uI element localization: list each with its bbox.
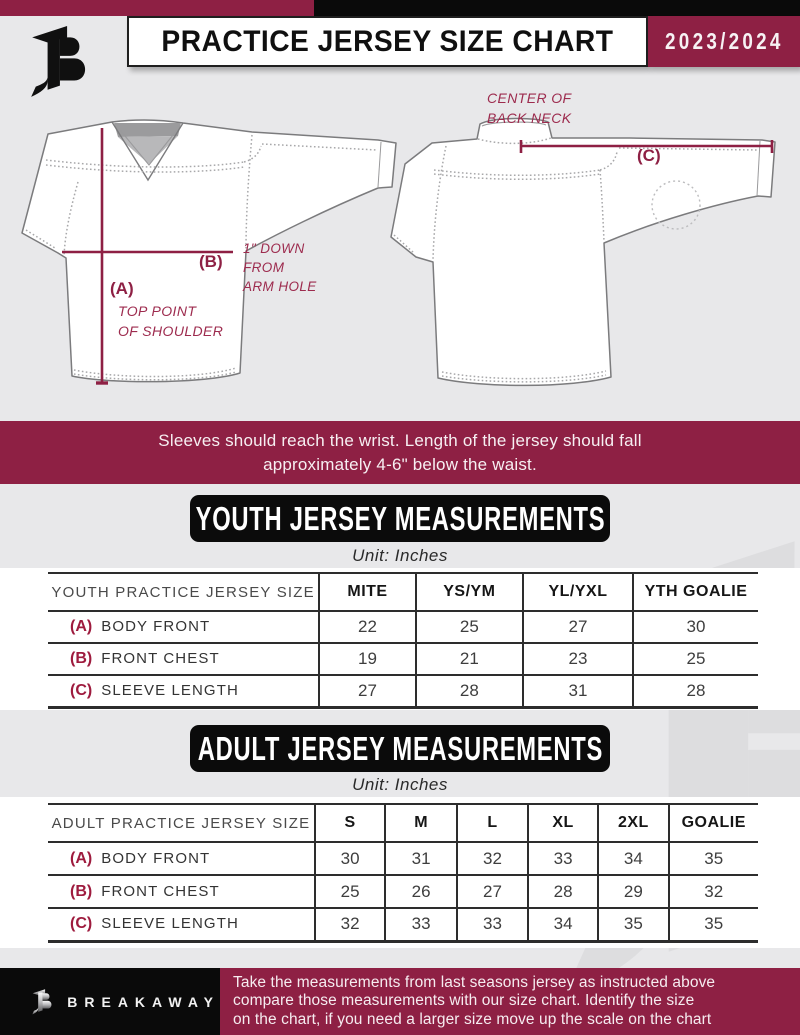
measurement-row: [48, 875, 758, 908]
measurement-name: BODY FRONT: [101, 618, 211, 635]
measurement-row: [48, 842, 758, 875]
measurement-value-cell: 23: [523, 643, 633, 675]
footer-brand-logo: [32, 984, 55, 1020]
measurement-name: FRONT CHEST: [101, 650, 220, 667]
measurement-value-cell: 31: [523, 675, 633, 707]
adult-size-table: [48, 803, 758, 943]
measurement-label-cell: [48, 842, 315, 875]
measurement-value-cell: 33: [457, 908, 528, 941]
youth-unit-label: Unit: Inches: [352, 546, 448, 565]
measurement-name: SLEEVE LENGTH: [101, 681, 239, 699]
text-line: Take the measurements from last seasons jersey as instructed above: [233, 973, 716, 991]
text-line: ARM HOLE: [243, 279, 317, 294]
measurement-row: [48, 675, 758, 707]
measurement-value-cell: 28: [633, 675, 758, 707]
table-title-cell: YOUTH PRACTICE JERSEY SIZE: [51, 583, 315, 601]
measurement-value-cell: 25: [315, 875, 385, 908]
size-column-header: MITE: [319, 573, 416, 611]
adult-unit-label: Unit: Inches: [352, 775, 448, 794]
measurement-value-cell: 28: [416, 675, 523, 707]
measurement-key: (B): [70, 882, 93, 900]
text-line: approximately 4-6" below the waist.: [263, 454, 537, 474]
measurement-value-cell: 35: [669, 908, 758, 941]
size-column-header: M: [385, 804, 457, 842]
measurement-value-cell: 33: [528, 842, 598, 875]
title-box: [127, 16, 648, 67]
text-line: FROM: [243, 260, 285, 275]
measurement-value-cell: 22: [319, 611, 416, 643]
adult-section-banner: [190, 725, 610, 772]
measurement-value-cell: 26: [385, 875, 457, 908]
table-title-cell: ADULT PRACTICE JERSEY SIZE: [51, 814, 311, 832]
text-line: 1" DOWN: [243, 241, 305, 256]
size-column-header: GOALIE: [669, 804, 758, 842]
measurement-value-cell: 34: [528, 908, 598, 941]
text-line: OF SHOULDER: [118, 323, 224, 339]
measurement-key: (C): [70, 681, 93, 699]
youth-section-banner: [190, 495, 610, 542]
text-line: compare those measurements with our size chart. Identify the size: [233, 992, 695, 1010]
measure-a-caption: [118, 301, 223, 341]
measurement-row: [48, 643, 758, 675]
size-column-header: S: [315, 804, 385, 842]
measurement-value-cell: 27: [319, 675, 416, 707]
size-column-header: YTH GOALIE: [633, 573, 758, 611]
measurement-label-cell: [48, 908, 315, 941]
footer-brand-block: [0, 968, 220, 1035]
footer-instructions: [220, 968, 800, 1035]
brand-name: BREAKAWAY: [67, 993, 220, 1010]
size-column-header: L: [457, 804, 528, 842]
measurement-name: SLEEVE LENGTH: [101, 915, 239, 933]
measurement-label-cell: [48, 675, 319, 707]
text-line: Sleeves should reach the wrist. Length of the jersey should fall: [158, 431, 642, 450]
size-column-header: YL/YXL: [523, 573, 633, 611]
measurement-value-cell: 35: [598, 908, 668, 941]
measurement-value-cell: 27: [457, 875, 528, 908]
text-line: CENTER OF: [487, 90, 572, 106]
text-line: BACK NECK: [487, 110, 572, 126]
measurement-value-cell: 33: [385, 908, 457, 941]
youth-banner-label: YOUTH JERSEY MEASUREMENTS: [195, 499, 605, 537]
jersey-diagrams: [0, 90, 800, 421]
measurement-value-cell: 32: [669, 875, 758, 908]
top-accent-strip: [0, 0, 800, 16]
measure-b-marker: (B): [199, 252, 223, 271]
measurement-row: [48, 908, 758, 941]
footer: [0, 968, 800, 1035]
measurement-value-cell: 31: [385, 842, 457, 875]
measurement-name: FRONT CHEST: [101, 882, 220, 900]
table-header-row: [48, 804, 758, 842]
measurement-value-cell: 29: [598, 875, 668, 908]
top-strip-black-segment: [314, 0, 800, 16]
season-label: 2023/2024: [664, 28, 784, 54]
measurement-value-cell: 25: [416, 611, 523, 643]
measurement-value-cell: 19: [319, 643, 416, 675]
measurement-key: (A): [70, 618, 93, 635]
measurement-value-cell: 21: [416, 643, 523, 675]
youth-size-table: [48, 572, 758, 709]
measurement-name: BODY FRONT: [101, 849, 211, 867]
text-line: on the chart, if you need a larger size move up the scale on the chart: [233, 1010, 712, 1028]
size-column-header: 2XL: [598, 804, 668, 842]
measure-a-marker: (A): [110, 279, 134, 298]
measurement-value-cell: 35: [669, 842, 758, 875]
measurement-value-cell: 27: [523, 611, 633, 643]
measure-b-caption: [243, 239, 317, 296]
brand-logo: [30, 24, 96, 100]
page-title: PRACTICE JERSEY SIZE CHART: [161, 24, 614, 58]
fit-notice-banner: [0, 421, 800, 484]
season-badge: [648, 16, 800, 67]
measurement-label-cell: [48, 643, 319, 675]
measurement-label-cell: [48, 875, 315, 908]
measure-c-caption: [487, 88, 572, 128]
measurement-value-cell: 30: [633, 611, 758, 643]
measurement-key: (C): [70, 915, 93, 933]
text-line: TOP POINT: [118, 303, 197, 319]
measure-c-marker: (C): [637, 146, 661, 165]
measurement-value-cell: 30: [315, 842, 385, 875]
back-jersey-drawing: [391, 118, 775, 385]
size-column-header: XL: [528, 804, 598, 842]
top-strip-maroon-segment: [0, 0, 314, 16]
measurement-value-cell: 25: [633, 643, 758, 675]
measurement-value-cell: 32: [315, 908, 385, 941]
measurement-key: (B): [70, 650, 93, 667]
size-column-header: YS/YM: [416, 573, 523, 611]
measurement-row: [48, 611, 758, 643]
measurement-value-cell: 34: [598, 842, 668, 875]
table-header-row: [48, 573, 758, 611]
measurement-label-cell: [48, 611, 319, 643]
measurement-value-cell: 32: [457, 842, 528, 875]
measurement-key: (A): [70, 849, 93, 867]
measurement-value-cell: 28: [528, 875, 598, 908]
adult-banner-label: ADULT JERSEY MEASUREMENTS: [197, 729, 603, 767]
